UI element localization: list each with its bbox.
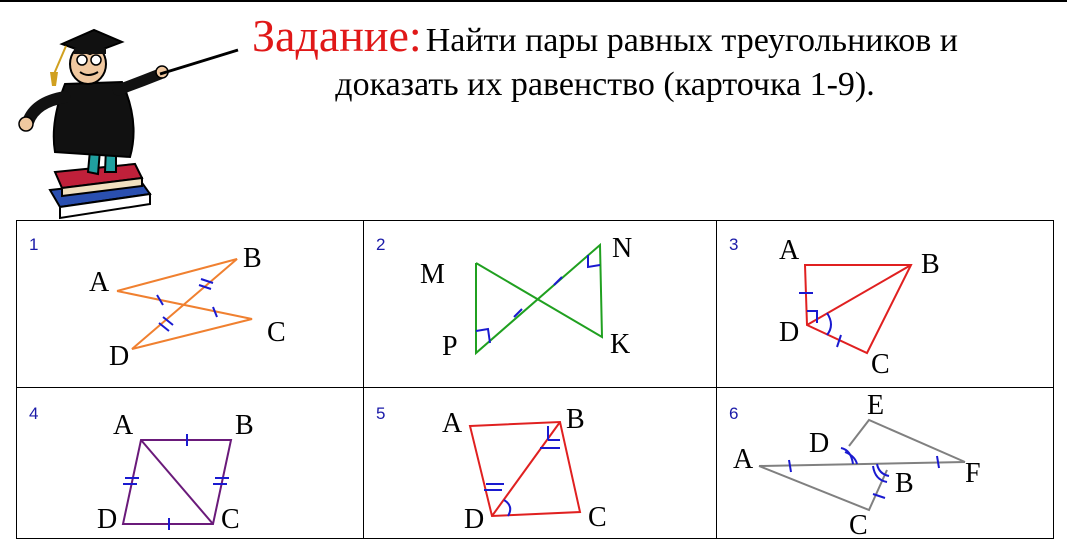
vertex-label: C	[871, 349, 890, 380]
vertex-label: A	[113, 410, 134, 441]
card-1-figure	[17, 221, 364, 388]
card-5	[363, 387, 717, 539]
vertex-label: F	[965, 458, 981, 489]
vertex-label: B	[921, 249, 940, 280]
card-number: 6	[729, 404, 739, 423]
vertex-label: N	[612, 233, 633, 264]
vertex-label: B	[895, 468, 914, 499]
card-number: 2	[376, 235, 386, 254]
card-6-figure	[717, 388, 1054, 539]
card-3-figure	[717, 221, 1054, 388]
card-2-figure	[364, 221, 717, 388]
task-title	[150, 10, 1060, 104]
card-2	[363, 220, 717, 388]
vertex-label: D	[464, 504, 485, 535]
vertex-label: C	[267, 317, 286, 348]
vertex-label: D	[97, 504, 118, 535]
vertex-label: B	[235, 410, 254, 441]
vertex-label: D	[109, 341, 130, 372]
card-number: 5	[376, 404, 386, 423]
card-5-figure	[364, 388, 717, 539]
card-number: 1	[29, 235, 39, 254]
vertex-label: A	[89, 267, 110, 298]
card-number: 4	[29, 404, 39, 423]
task-keyword: Задание:	[252, 10, 422, 61]
vertex-label: K	[610, 329, 631, 360]
card-4	[16, 387, 364, 539]
vertex-label: A	[733, 444, 754, 475]
task-text-line2: доказать их равенство (карточка 1-9).	[335, 65, 875, 103]
vertex-label: D	[779, 317, 800, 348]
vertex-label: B	[566, 404, 585, 435]
card-6	[716, 387, 1054, 539]
top-border-line	[0, 0, 1067, 2]
vertex-label: A	[442, 408, 463, 439]
vertex-label: M	[420, 259, 445, 290]
vertex-label: P	[442, 331, 458, 362]
task-text-line1: Найти пары равных треугольников и	[425, 22, 958, 59]
card-4-figure	[17, 388, 364, 539]
cards-grid	[16, 220, 1054, 539]
card-3	[716, 220, 1054, 388]
vertex-label: B	[243, 243, 262, 274]
vertex-label: C	[221, 504, 240, 535]
vertex-label: C	[588, 502, 607, 533]
books-stack	[50, 164, 150, 218]
vertex-label: E	[867, 390, 885, 421]
card-number: 3	[729, 235, 739, 254]
card-1	[16, 220, 364, 388]
vertex-label: C	[849, 510, 868, 539]
vertex-label: A	[779, 235, 800, 266]
vertex-label: D	[809, 428, 830, 459]
